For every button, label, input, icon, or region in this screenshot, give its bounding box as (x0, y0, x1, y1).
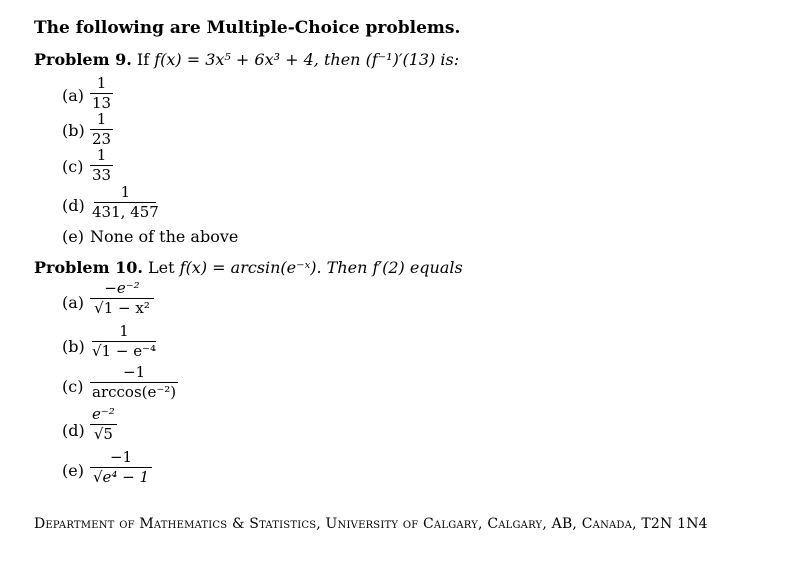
p9-option-a-fraction (90, 76, 113, 111)
p10-option-b-numerator: 1 (119, 322, 129, 340)
p10-option-d-denominator: √5 (93, 425, 113, 443)
p10-option-c-numerator: −1 (123, 363, 146, 381)
p9-option-d-fraction (90, 185, 161, 220)
problem-10-stem-pre: Let (148, 258, 175, 277)
problem-10-label: Problem 10. (34, 258, 143, 277)
p9-option-c-denominator: 33 (92, 166, 112, 184)
problem-10-stem (34, 258, 463, 277)
p9-option-d-numerator: 1 (120, 183, 131, 201)
p10-option-b-label: (b) (62, 337, 85, 356)
p10-option-b-denominator: √1 − e⁻⁴ (92, 342, 157, 360)
p9-option-d-label: (d) (62, 196, 85, 215)
p10-option-b-fraction (90, 324, 158, 359)
p9-option-b-denominator: 23 (92, 130, 112, 148)
p9-option-d-denominator: 431, 457 (92, 203, 159, 221)
problem-9-stem-pre: If (136, 50, 150, 69)
p9-option-e-label: (e) (62, 227, 84, 246)
p10-option-d-fraction (90, 407, 117, 442)
p10-option-c-label: (c) (62, 377, 84, 396)
p10-option-a-label: (a) (62, 293, 85, 312)
p10-option-d-numerator: e⁻² (92, 405, 115, 423)
p10-option-d-label: (d) (62, 421, 85, 440)
p9-option-a-denominator: 13 (92, 94, 112, 112)
p9-option-a-numerator: 1 (96, 74, 107, 92)
p10-option-e-fraction (90, 450, 152, 485)
p10-option-a-fraction (90, 281, 154, 316)
problem-9-label: Problem 9. (34, 50, 132, 69)
p10-option-c-denominator: arccos(e⁻²) (92, 383, 177, 401)
p9-option-b-fraction (90, 112, 113, 147)
problem-10-stem-math: f(x) = arcsin(e⁻ˣ). Then f′(2) equals (179, 258, 463, 277)
p10-option-a-numerator: −e⁻² (104, 279, 140, 297)
p10-option-a-denominator: √1 − x² (94, 299, 150, 317)
p9-option-a-label: (a) (62, 86, 85, 105)
p9-option-c-numerator: 1 (96, 146, 107, 164)
p10-option-c-fraction (90, 365, 178, 400)
p10-option-e-numerator: −1 (109, 448, 133, 466)
p9-option-c-label: (c) (62, 157, 84, 176)
problem-9-stem-math: f(x) = 3x⁵ + 6x³ + 4, then (f⁻¹)′(13) is: (154, 50, 460, 69)
page-heading: The following are Multiple-Choice problems. (34, 18, 461, 38)
problem-9-stem (34, 50, 459, 69)
p10-option-e-label: (e) (62, 461, 84, 480)
p10-option-e-denominator: √e⁴ − 1 (92, 468, 150, 486)
p9-option-b-label: (b) (62, 121, 85, 140)
p9-option-e-text: None of the above (90, 227, 239, 246)
p9-option-b-numerator: 1 (96, 110, 107, 128)
p9-option-c-fraction (90, 148, 113, 183)
footer-address: Department of Mathematics & Statistics, University of Calgary, Calgary, AB, Canada, T2N 1N4 (34, 516, 708, 532)
